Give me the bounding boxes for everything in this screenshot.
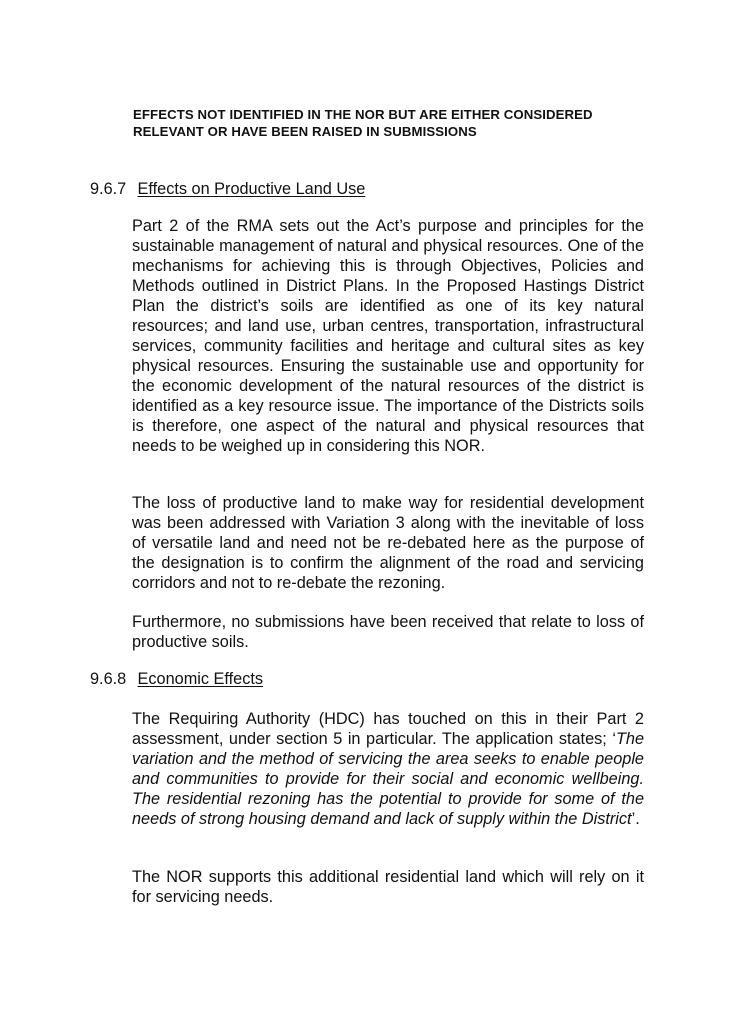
section-967-header — [90, 179, 365, 199]
section-968-title: Economic Effects — [137, 670, 264, 688]
section-967-paragraph-1: Part 2 of the RMA sets out the Act’s purpose and principles for the sustainable management of natural and physical resources. One of the mechanisms for achieving this is through Objectives, Policies and Methods outlined in District Plans. In the Proposed Hastings District Plan the district’s soils are identified as one of its key natural resources; and land use, urban centres, transportation, infrastructural services, community facilities and heritage and cultural sites as key physical resources. Ensuring the sustainable use and opportunity for the economic development of the natural resources of the district is identified as a key resource issue. The importance of the Districts soils is therefore, one aspect of the natural and physical resources that needs to be weighed up in considering this NOR. — [132, 217, 644, 455]
section-967-number: 9.6.7 — [90, 180, 127, 198]
quote-closing: ’. — [631, 810, 640, 828]
section-968-number: 9.6.8 — [90, 670, 127, 688]
section-968-paragraph-1 — [132, 709, 644, 829]
section-heading: EFFECTS NOT IDENTIFIED IN THE NOR BUT ARE EITHER CONSIDERED RELEVANT OR HAVE BEEN RAISED IN SUBMISSIONS — [133, 107, 593, 139]
section-967-title: Effects on Productive Land Use — [137, 180, 366, 198]
application-intro-text: The Requiring Authority (HDC) has touched on this in their Part 2 assessment, under section 5 in particular. The application states; ‘ — [132, 710, 644, 748]
application-quote: The variation and the method of servicing the area seeks to enable people and communities to provide for their social and economic wellbeing. The residential rezoning has the potential to provide for some of the needs of strong housing demand and lack of supply within the District — [132, 730, 644, 828]
section-967-paragraph-3: Furthermore, no submissions have been received that relate to loss of productive soils. — [132, 613, 644, 651]
section-968-paragraph-2: The NOR supports this additional residential land which will rely on it for servicing needs. — [132, 868, 644, 906]
section-967-paragraph-2: The loss of productive land to make way for residential development was been addressed with Variation 3 along with the inevitable of loss of versatile land and need not be re-debated here as the purpose of the designation is to confirm the alignment of the road and servicing corridors and not to re-debate the rezoning. — [132, 494, 644, 592]
section-968-header — [90, 669, 263, 689]
